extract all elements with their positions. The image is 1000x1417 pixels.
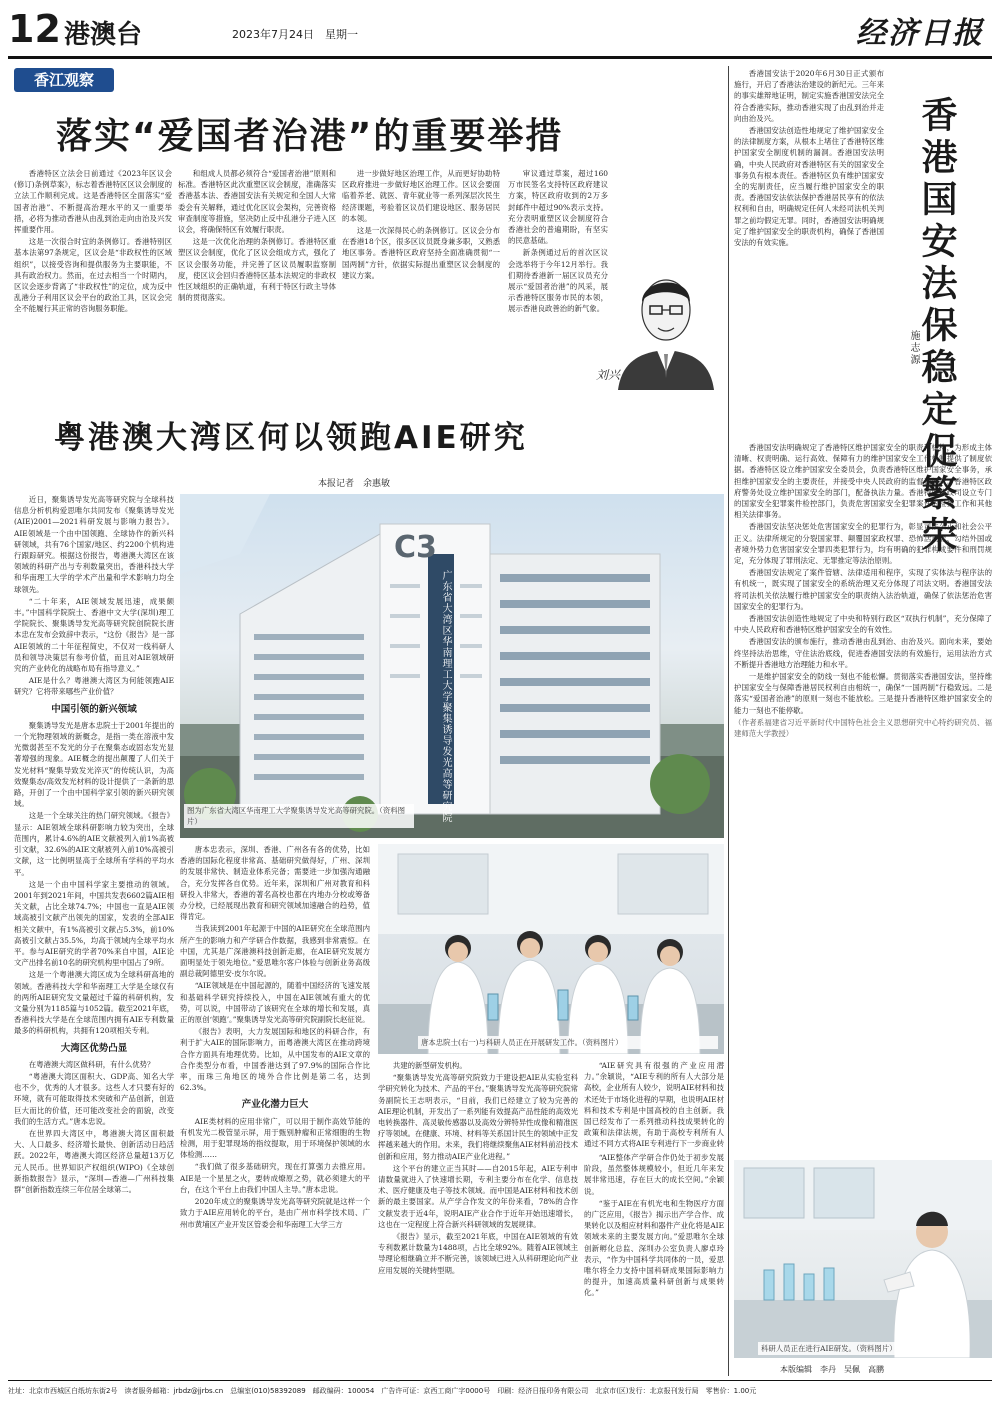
column-badge: 香江观察 <box>14 68 114 92</box>
researcher-lab-photo <box>734 1160 992 1358</box>
subhead-emerging-field: 中国引领的新兴领域 <box>51 703 137 715</box>
right-article-title[interactable]: 香港国安法保稳定促繁荣 <box>916 96 957 558</box>
lab-photo-caption: 唐本忠院士(右一)与科研人员正在开展研发工作。（资料图片） <box>418 1036 718 1049</box>
subhead-bay-area-advantage: 大湾区优势凸显 <box>60 1042 128 1054</box>
article2-column-4b: “AIE整体产学研合作仍处于初步发展阶段，虽然整体规模较小，但近几年来发展非常迅速，存在巨大的成长空间。”余颖说。 “鉴于AIE在有机光电和生物医疗方面的广泛应用，《报告》揭示出产学合作、成果转化以及相应材料和器件产业化将是AIE领域未来的主要发展方向。”爱思唯尔全球创新孵化总监、深圳办公室负责人廖卓玲表示，“作为中国科学共同体的一员，爱思唯尔将全力支持中国科研成果国际影响力的提升，加速高质量科研创新与成果转化。” <box>584 1153 724 1298</box>
footer-imprint: 社址：北京市西城区白纸坊东街2号 读者服务邮箱：jrbdz@jjrbs.cn 总编室(010)58392089 邮政编码：100054 广告许可证：京西工商广字0000号 印刷：经济日报印务有限公司 北京市(区)发行：北京报刊发行局 零售价：1.00元 <box>8 1387 757 1395</box>
column-divider <box>728 66 729 1376</box>
article2-column-4: “AIE研究具有很强的产业应用潜力。”余颖说，“AIE专利的所有人大部分是高校，企业所有人较少，说明AIE材料和技术还处于市场化进程的早期，也说明AIE材料和技术专利是中国高校的自主创新。我国已经发布了一系列推动科技成果转化的政策和法律法规，有助于高校专利所有人通过不同方式将AIE专利进行下一步商业转 <box>584 1061 724 1149</box>
building-c3-label: C3 <box>394 530 437 565</box>
page-number: 12 <box>8 7 61 51</box>
article2-headline[interactable]: 粤港澳大湾区何以领跑AIE研究 <box>54 420 528 456</box>
article2-column-1: 近日，聚集诱导发光高等研究院与全球科技信息分析机构爱思唯尔共同发布《聚集诱导发光(AIE)2001—2021科研发展与影响力报告》。AIE领域是一个由中国领跑、全球协作的新兴科研领域，共有76个国家/地区、约2200个机构进行跟踪研究。根据这份报告，粤港澳大湾区在该领域的科研产出与专利数量突出，香港科技大学和华南理工大学的学术产出量和学术影响力均全球领先。 “二十年来，AIE领域发展迅速，成果颇丰。”中国科学院院士、香港中文大学(深圳)理工学院院长、聚集诱导发光高等研究院创院院长唐本忠在发布会致辞中表示，“这份《报告》是一部AIE领域的二十年征程简史，不仅对一线科研人员和领导决策层有参考价值，而且对AIE领域研究的产业转化的战略布局有指导意义。” AIE是什么？粤港澳大湾区为何能领跑AIE研究？它将带来哪些产业价值？ 中国引领的新兴领域 聚集诱导发光是唐本忠院士于2001年提出的一个光物理领域的新概念，是指一类在溶液中发光微弱甚至不发光的分子在聚集态或固态发光显著增强的现象。AIE概念的提出颠覆了人们关于发光材料“聚集导致发光淬灭”的传统认识，为高效聚集态/高效发光材料的设计提供了一条新的思路，开创了一个由中国科学家引领的新兴研究领域。 这是一个全球关注的热门研究领域。《报告》显示：AIE领域全球科研影响力较为突出，全球范围内，累计4.6%的AIE文献被列入前1%高被引文献，32.6%的AIE文献被列入前10%高被引文献，这一比例明显高于全球所有学科的平均水平。 这是一个由中国科学家主要推动的领域。2001年到2021年间，中国共发表6602篇AIE相关文献，占比全球74.7%；中国也一直是AIE领域高被引文献产出领先的国家，发表的全部AIE相关文献中，有1%高被引文献占5.3%，前10%高被引文献占35.5%，均高于领域内全球平均水平。参与AIE研究的学者70%来自中国，AIE论文产出排名前10名的研究机构里中国占了9所。 这是一个粤港澳大湾区成为全球科研高地的领域。香港科技大学和华南理工大学是全球仅有的两所AIE研究发文量超过千篇的科研机构，发文量分别为1185篇与1052篇。截至2021年底，香港科技大学是在全球范围内拥有AIE专利数量最多的科研机构，共拥有120项相关专利。 大湾区优势凸显 在粤港澳大湾区做科研，有什么优势？ “粤港澳大湾区面积大、GDP高、知名大学也不少，优秀的人才很多。这些人才只要有好的环境，就有可能取得技术突破和产品创新，创造巨大而比的价值，还可能改变社会的面貌，改变我们的生活方式。”唐本忠说。 在世界四大湾区中，粤港澳大湾区面积最大、人口最多、经济增长最快、创新活动日趋活跃。2022年，粤港澳大湾区经济总量超13万亿元人民币。世界知识产权组织(WIPO)《全球创新指数报告》显示，“深圳—香港—广州科技集群”创新指数连续三年位居全球第二。 <box>14 495 174 1194</box>
author-portrait-sketch <box>612 260 720 390</box>
right-article-author: 施志源 <box>908 330 919 366</box>
researcher-photo-caption: 科研人员正在进行AIE研发。（资料图片） <box>758 1342 900 1355</box>
header-rule <box>8 56 992 59</box>
building-photo-caption: 图为广东省大湾区华南理工大学聚集诱导发光高等研究院。（资料图片） <box>184 804 414 828</box>
article1-column-2: 和组成人员都必须符合“爱国者治港”原则和标准。香港特区此次重塑区议会制度，准确落实香港基本法、香港国安法有关规定和全国人大常委会有关解释，通过优化区议会架构，完善资格审查制度等措施，坚决防止反中乱港分子进入区议会，将确保特区有效履行职责。 这是一次优化治理的条例修订。香港特区重塑区议会制度，优化了区议会组成方式，强化了区议会服务功能，并完善了区议员履职监察制度，使区议会回归香港特区基本法规定的非政权性区域组织的正确轨道，有利于特区行政主导体制的贯彻落实。 <box>178 169 336 303</box>
right-article-column-body: 香港国安法明确规定了香港特区维护国家安全的职责和机构，为形成主体清晰、权责明确、运行高效、保障有力的维护国家安全工作机制提供了制度依据。香港特区设立维护国家安全委员会，负责香港特区维护国家安全事务，承担维护国家安全的主要责任，并接受中央人民政府的监督和问责。香港特区政府警务处设立维护国家安全的部门，配备执法力量。香港特区律政司设立专门的国家安全犯罪案件检控部门，负责危害国家安全犯罪案件的检控工作和其他相关法律事务。 香港国安法坚决惩处危害国家安全的犯罪行为，彰显司法公正和社会公平正义。法律所规定的分裂国家罪、颠覆国家政权罪、恐怖活动罪、勾结外国或者境外势力危害国家安全罪四类犯罪行为，均有明确的犯罪构成要件和刑罚规定，充分体现了罪刑法定、无罪推定等法治原则。 香港国安法规定了案件管辖、法律适用和程序，实现了实体法与程序法的有机统一，既实现了国家安全的系统治理又充分体现了司法文明。香港国安法将司法机关依法履行维护国家安全的职责纳入法治轨道，确保了依法惩治危害国家安全的犯罪行为。 香港国安法创造性地规定了中央和特别行政区“双执行机制”，充分保障了中央人民政府和香港特区维护国家安全的有效性。 香港国安法的颁布施行，推动香港由乱到治、由治及兴。面向未来，要始终坚持法治思维，守住法治底线，促进香港国安法的有效施行，运用法治方式不断提升香港地方治理能力和水平。 一是维护国家安全的防线一刻也不能松懈。贯彻落实香港国安法，坚持维护国家安全与保障香港居民权利自由相统一，确保“一国两制”行稳致远。二是落实“爱国者治港”的原则一刻也不能放松。三是提升香港特区维护国家安全的能力一刻也不能停歇。 （作者系福建省习近平新时代中国特色社会主义思想研究中心特约研究员、福建师范大学教授） <box>734 443 992 739</box>
section-title: 港澳台 <box>64 20 143 50</box>
article1-column-4: 审议通过草案，超过160万市民签名支持特区政府建议方案，特区政府收到的2万多封邮件中超过90%表示支持。充分表明重塑区议会制度符合香港社会的普遍期盼，有坚实的民意基础。 新条例通过后的首次区议会选举将于今年12月举行。我们期待香港新一届区议员充分展示“爱国者治港”的风采，展示香港特区服务市民的本领，展示香港良政善治的新气象。 <box>508 169 608 314</box>
page-editors: 本版编辑 李丹 吴佩 高鹏 <box>780 1365 884 1374</box>
building-sign: 广东省大湾区华南理工大学聚集诱导发光高等研究院 <box>440 570 451 823</box>
author-signature: 刘兴 <box>596 368 621 382</box>
newspaper-masthead-logo: 经济日报 <box>856 16 984 51</box>
research-institute-building-photo <box>180 494 724 838</box>
lab-researchers-photo <box>378 844 724 1054</box>
article2-column-3: 共建的新型研发机构。 “聚集诱导发光高等研究院致力于建设把AIE从实验室科学研究转化为技术、产品的平台。”聚集诱导发光高等研究院常务副院长王志明表示，“目前，我们已经建立了较为完善的AIE理论机制，开发出了一系列能有效提高产品性能的高效光电转换器件、高灵敏传感器以及高效分辨特异性成像和精准医疗等领域。在健康、环境、材料等关系国计民生的领域中正发挥越来越大的作用。未来，我们将继续聚焦AIE材料前沿技术创新和应用，努力推动AIE产业化进程。” 这个平台的建立正当其时——自2015年起，AIE专利申请数量就进入了快速增长期，专利主要分布在化学、信息技术、医疗健康及电子等技术领域。而中国是AIE材料和技术创新的最主要国家。从产学合作发文的年份来看，78%的合作文献发表于近4年，说明AIE产业合作于近年开始迅速增长，这也在一定程度上符合新兴科研领域的发展规律。 《报告》显示，截至2021年底，中国在AIE领域的有效专利数累计数量为1488项，占比全球92%。随着AIE领域主导理论相继确立并不断完善，该领域已进入从科研理论向产业应用发展的关键转型期。 <box>378 1061 578 1275</box>
right-article-column-top: 香港国安法于2020年6月30日正式颁布施行，开启了香港法治建设的新纪元。三年来的事实雄辩地证明，制定实施香港国安法完全符合香港实际，推动香港实现了由乱到治并走向由治及兴。 香港国安法创造性地规定了维护国家安全的法律制度方案，从根本上堵住了香港特区维护国家安全制度机制的漏洞。香港国安法明确，中央人民政府对香港特区有关的国家安全事务负有根本责任。香港特区负有维护国家安全的宪制责任，应当履行维护国家安全的职责。香港国安法依法保护香港居民享有的依法权利和自由，明确规定任何人未经司法机关判罪之前均假定无罪。同时，香港国安法明确规定了维护国家安全的职责机构，确保了香港国安法的有效实施。 <box>734 69 884 248</box>
article1-headline[interactable]: 落实“爱国者治港”的重要举措 <box>56 116 564 157</box>
article1-column-1: 香港特区立法会日前通过《2023年区议会(修订)条例草案》，标志着香港特区区议会制度的立法工作顺利完成。这是香港特区全面落实“爱国者治港”、不断提高治理水平的又一重要举措，必将为推动香港从由乱到治走向由治及兴发挥重要作用。 这是一次很合时宜的条例修订。香港特别区基本法第97条规定，区议会是“非政权性的区域组织”，以接受咨询和提供服务为主要职能，不具有政治权力。然而，在过去相当一个时期内，区议会逐步背离了“非政权性”的定位，成为反中乱港分子利用区议会平台的政治工具，区议会完全不能履行其正常的咨询服务职能。 <box>14 169 172 314</box>
article2-column-2: 唐本忠表示，深圳、香港、广州各有各的优势，比如香港的国际化程度非常高、基础研究做得好，广州、深圳的发展非常快、制造业体系完备；需要进一步加强沟通融合，充分发挥各自优势。近年来，深圳和广州对教育和科研投入非常大，香港的著名高校也都在内地办分校或筹备办分校，已经展现出教育和研究领域加速融合的趋势，值得肯定。 当我读到2001年起源于中国的AIE研究在全球范围内所产生的影响力和产学研合作数据，我感到非常震惊。在中国，尤其是广深港澳科技创新走廊，在AIE研究发展方面明显处于领先地位。”爱思唯尔客户体验与创新业务高级副总裁阿德里安·皮尔尔说。 “AIE领域是在中国起源的，随着中国经济的飞速发展和基础科学研究持续投入，中国在AIE领域有重大的优势，可以说，中国带动了该研究在全球的增长和发展，真正的原创‘领跑’。”聚集诱导发光高等研究院副院长赵征说。 《报告》表明，大力发展国际和地区的科研合作，有利于扩大AIE的国际影响力，而粤港澳大湾区在推动跨境合作方面具有地理优势。比如，从中国发布的AIE文章的合作类型分布看，中国香港达到了97.9%的国际合作比率，而珠三角地区的境外合作比例是第二名，达到62.3%。 产业化潜力巨大 AIE类材料的应用非常广，可以用于制作高效节能的有机发光二极管显示屏，用于甄别肿瘤和正常细胞的生物检测，用于犯罪现场的指纹提取，用于环境保护领域的水体检测…… “我们做了很多基础研究，现在打算强力去推应用。AIE是一个星星之火，要转成燎原之势，就必须建大的平台，在这个平台上由我们中国人主导。”唐本忠说。 2020年成立的聚集诱导发光高等研究院就是这样一个致力于AIE应用转化的平台，是由广州市科学技术局、广州市黄埔区产业开发区管委会和华南理工大学三方 <box>180 845 370 1229</box>
issue-date: 2023年7月24日 星期一 <box>232 28 358 41</box>
article1-column-3: 进一步做好地区治理工作，从而更好协助特区政府推进一步做好地区治理工作。区议会要面临着养老、就医、青年就业等一系列深层次民生经济课题，考验着区议员们建设地区、服务居民的本领。 这是一次深得民心的条例修订。区议会分布在香港18个区，很多区议员既身兼多职，又熟悉地区事务。香港特区政府坚持全面准确贯彻“一国两制”方针，依据实际提出重塑区议会制度的建议方案。 <box>342 169 500 280</box>
subhead-industrialization: 产业化潜力巨大 <box>241 1099 309 1111</box>
footer-rule <box>8 1380 992 1381</box>
article2-byline: 本报记者 余惠敏 <box>318 479 391 489</box>
